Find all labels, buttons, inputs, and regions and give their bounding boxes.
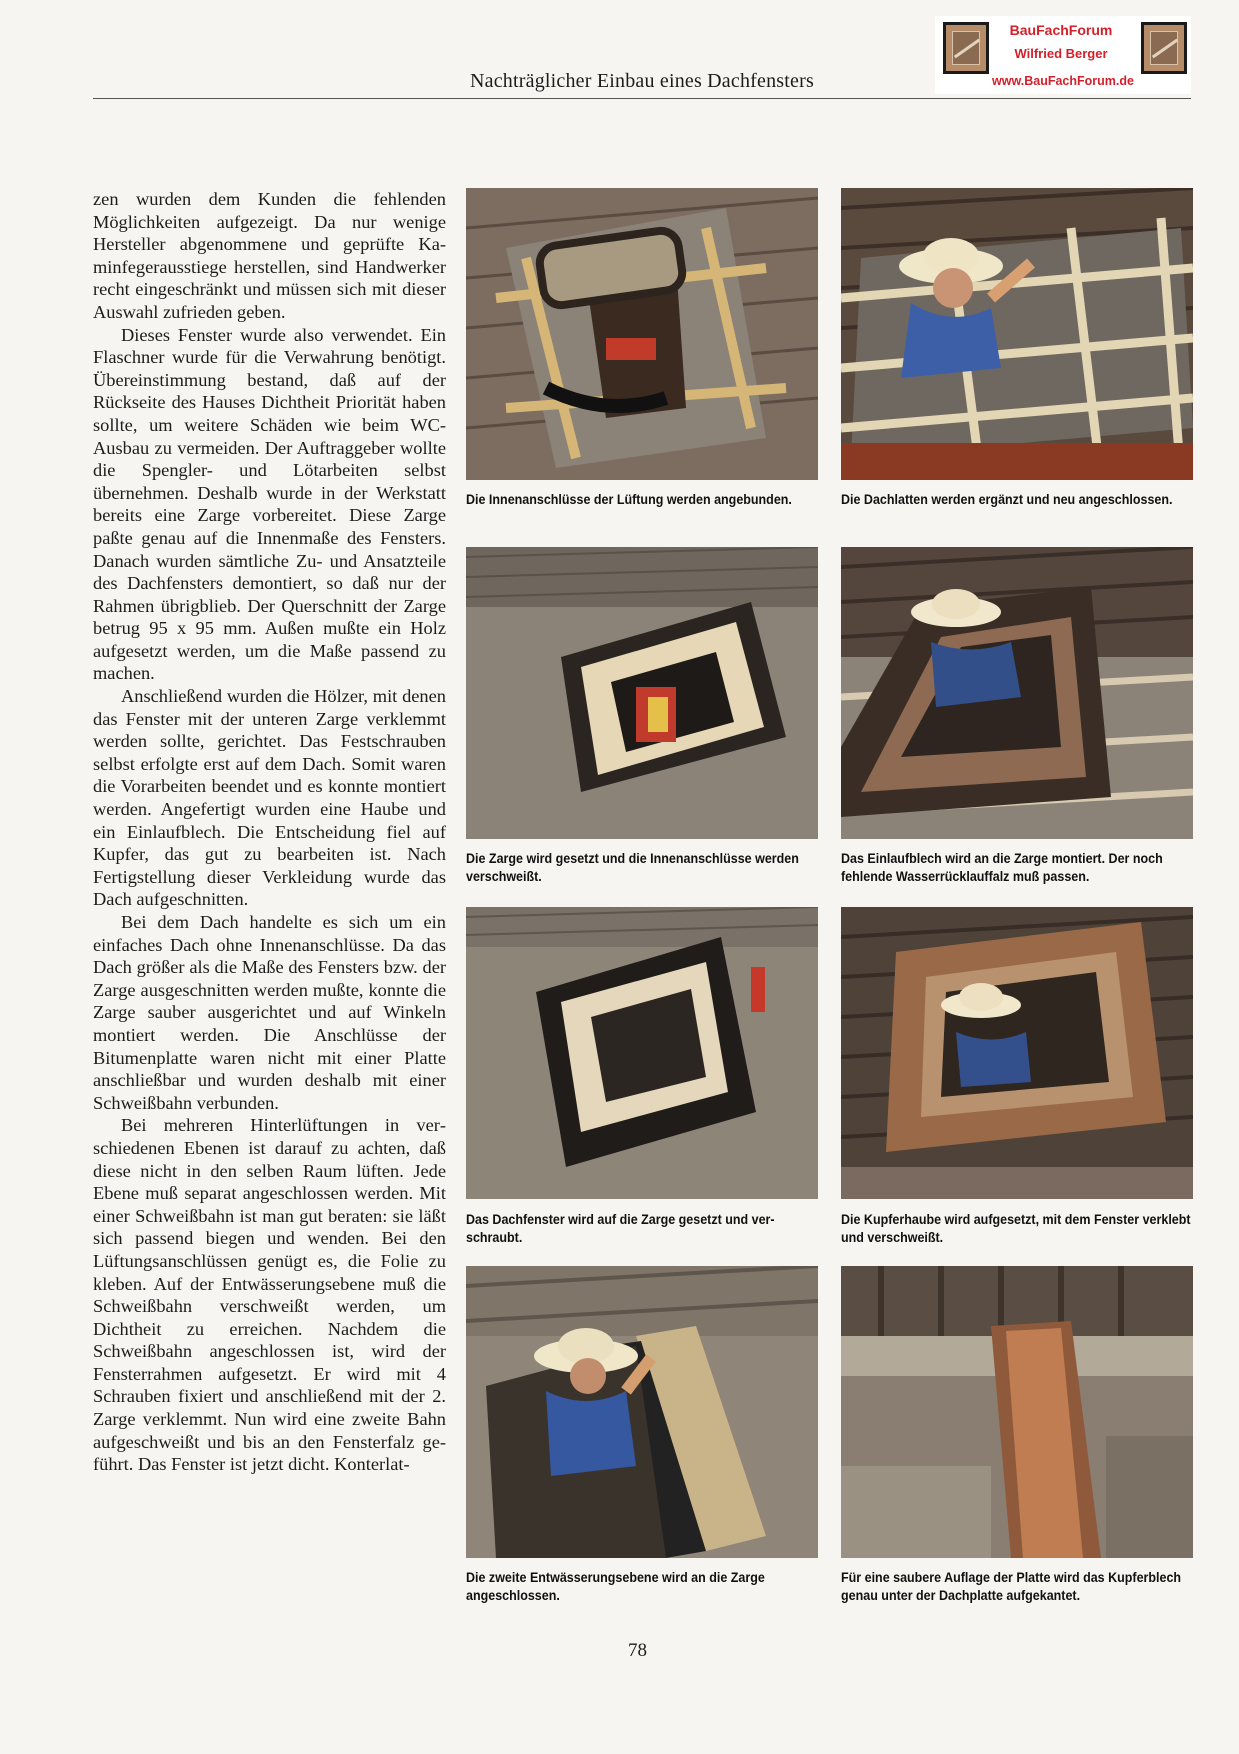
- logo-author: Wilfried Berger: [1014, 46, 1108, 61]
- article-body-column: [93, 188, 446, 1476]
- photo-inlet-sheet: [841, 547, 1193, 839]
- logo-image-icon-left: [943, 22, 989, 74]
- body-paragraph: Bei mehreren Hinterlüftungen in verschiedenen Ebenen ist darauf zu achten, daß diese nicht in den selben Raum lüften. Jede Ebene muß separat angeschlossen werden. Mit einer Schweißbahn ist man gut beraten: sie läßt sich passend biegen und wenden. Bei den Lüftungsanschlüssen genügt es, die Folie zu kleben. Auf der Entwässerungsebene muß die Schweißbahn verschweißt werden, um Dichtheit zu erreichen. Nachdem die Schweißbahn angeschlossen ist, wird der Fensterrahmen aufgesetzt. Er wird mit 4 Schrauben fixiert und anschließend mit der 2. Zarge verklemmt. Nun wird eine zweite Bahn aufgeschweißt und bis an den Fensterfalz geführt. Das Fenster ist jetzt dicht. Konterlat-: [93, 1115, 446, 1475]
- page-header-title: Nachträglicher Einbau eines Dachfensters: [470, 70, 814, 92]
- photo-caption: Die Zarge wird gesetzt und die Innenanschlüsse werden verschweißt.: [466, 851, 799, 884]
- photo-second-drainage-layer: [466, 1266, 818, 1558]
- body-paragraph: Bei dem Dach handelte es sich um ein einfaches Dach ohne Innenanschlüsse. Da das Dach größer als die Maße des Fensters bzw. der Zarge ausgeschnitten werden mußte, konnte die Zarge sauber ausgerichtet und auf Winkeln montiert werden. Die Anschlüsse der Bitumenplatte waren nicht mit einer Platte anschließbar und wurden deshalb mit einer Schweißbahn verbunden.: [93, 912, 446, 1113]
- photo-ventilation-connections: [466, 188, 818, 480]
- logo-url-link[interactable]: www.BauFachForum.de: [992, 74, 1134, 88]
- page-number: 78: [628, 1640, 647, 1661]
- photo-window-screwed: [466, 907, 818, 1199]
- photo-caption: Die Innenanschlüsse der Lüftung werden angebunden.: [466, 492, 792, 507]
- header-rule: [93, 98, 1191, 99]
- photo-copper-hood: [841, 907, 1193, 1199]
- photo-roof-battens: [841, 188, 1193, 480]
- photo-caption: Die zweite Entwässerungsebene wird an die Zarge angeschlossen.: [466, 1570, 765, 1603]
- body-paragraph: Dieses Fenster wurde also verwendet. Ein Flaschner wurde für die Verwahrung benötigt. Übereinstimmung bestand, daß auf der Rückseite des Hauses Dichtheit Priorität haben sollte, um weitere Schäden wie beim WC-Ausbau zu vermeiden. Der Auftraggeber wollte die Spengler- und Lötarbeiten selbst übernehmen. Deshalb wurde in der Werkstatt bereits eine Zarge vorbereitet. Diese Zarge paßte genau auf die Innenmaße des Fensters. Danach wurden sämtliche Zu- und Ansatzteile des Dachfensters demontiert, so daß nur der Rahmen übrigblieb. Der Querschnitt der Zarge betrug 95 x 95 mm. Außen mußte ein Holz aufgesetzt werden, um die Maße passend zu machen.: [93, 324, 446, 684]
- photo-caption: Die Kupferhaube wird aufgesetzt, mit dem Fenster verklebt und verschweißt.: [841, 1212, 1191, 1245]
- photo-caption: Das Dachfenster wird auf die Zarge gesetzt und verschraubt.: [466, 1212, 775, 1245]
- photo-caption: Das Einlaufblech wird an die Zarge montiert. Der noch fehlende Wasserrücklauffalz muß passen.: [841, 851, 1163, 884]
- photo-frame-installed: [466, 547, 818, 839]
- photo-caption: Die Dachlatten werden ergänzt und neu angeschlossen.: [841, 492, 1173, 507]
- logo-image-icon-right: [1141, 22, 1187, 74]
- baufachforum-logo[interactable]: [935, 16, 1191, 94]
- body-paragraph: Anschließend wurden die Hölzer, mit denen das Fenster mit der unteren Zarge verklemmt werden sollte, gerichtet. Das Festschrauben selbst erfolgte erst auf dem Dach. Somit waren die Vorarbeiten beendet und es konnte montiert werden. Angefertigt wurden eine Haube und ein Einlaufblech. Die Entscheidung fiel auf Kupfer, das gut zu bearbeiten ist. Nach Fertigstellung dieser Verkleidung wurde das Dach aufgeschnitten.: [93, 686, 446, 910]
- body-paragraph: zen wurden dem Kunden die fehlenden Möglichkeiten aufgezeigt. Da nur wenige Hersteller abgenommene und geprüfte Kaminfegerausstiege herstellen, sind Handwerker recht eingeschränkt und müssen sich mit dieser Auswahl zufrieden geben.: [93, 189, 446, 322]
- photo-copper-under-plate: [841, 1266, 1193, 1558]
- logo-brand: BauFachForum: [1009, 22, 1113, 38]
- photo-caption: Für eine saubere Auflage der Platte wird das Kupferblech genau unter der Dachplatte aufgekantet.: [841, 1570, 1182, 1603]
